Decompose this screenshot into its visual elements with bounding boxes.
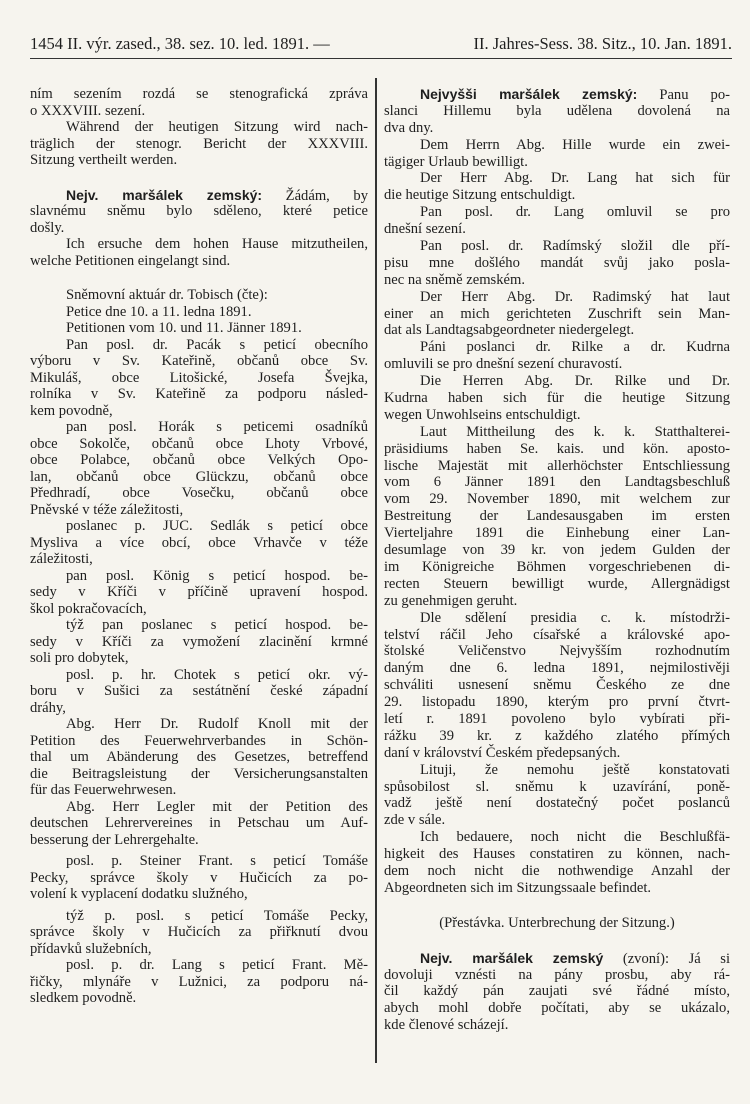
line-text: Bestreitung der Landesausgaben im ersten [384,508,730,525]
text-line [384,829,730,846]
text-line [30,683,368,700]
line-text: Dem Herrn Abg. Hille wurde ein zwei- [420,136,730,153]
line-text: einer an mich gerichteten Zuschrift sein Man- [384,305,730,322]
text-line [30,700,368,717]
line-text: tägiger Urlaub bewilligt. [384,153,528,170]
line-text: Pněvské v téže záležitosti, [30,501,184,518]
text-section [30,86,368,169]
line-text: Der Herr Abg. Dr. Radimský hat laut [420,288,730,305]
text-line [384,441,730,458]
text-line [30,203,368,220]
text-line [384,694,730,711]
line-text: daní v království Českém předepsaných. [384,744,621,761]
line-text: zde v sále. [384,812,446,829]
text-section [384,86,730,897]
line-text: desumlage von 39 kr. von jedem Gulden der [384,542,730,559]
text-line [384,1017,730,1034]
line-text: o XXXVIII. sezení. [30,102,146,119]
line-text: Abgeordneten sich im Sitzungssaale befindet. [384,879,652,896]
line-text: vadž ještě není dostatečný počet poslanců [384,795,730,812]
paragraph [384,289,730,340]
paragraph [30,716,368,799]
text-line [30,941,368,958]
text-line [30,551,368,568]
text-line [384,983,730,1000]
text-line [384,660,730,677]
text-line [30,568,368,585]
line-text: recten Steuern bewilligt wurde, Allergnädigst [384,575,730,592]
line-text: pan posl. Horák s peticemi osadníků [66,419,368,435]
text-line [30,974,368,991]
text-section [384,915,730,932]
text-line [30,253,368,270]
line-text: Kudrna haben sich für die heutige Sitzung [384,390,730,407]
line-text: deutschen Lehrervereines in Petschau um Auf- [30,815,368,831]
line-text: Ich bedauere, noch nicht die Beschlußfä- [420,829,730,846]
line-text: Der Herr Abg. Dr. Lang hat sich für [420,170,730,187]
line-text: Sněmovní aktuár dr. Tobisch (čte): [66,287,268,303]
line-text: posl. p. Steiner Frant. s peticí Tomáše [66,853,368,869]
speaker-name: Nejv. maršálek zemský [420,949,604,966]
line-text: soli pro dobytek, [30,650,129,666]
text-line [384,762,730,779]
line-text: Petitionen vom 10. und 11. Jänner 1891. [66,320,302,336]
paragraph [30,119,368,169]
line-text: Ich ersuche dem hohen Hause mitzutheilen, [66,236,368,252]
text-line [384,627,730,644]
line-text: výboru v Sv. Kateřině, občanů obce Sv. [30,353,368,369]
line-text: besserung der Lehrergehalte. [30,831,199,848]
paragraph [30,86,368,119]
header-czech: 1454 II. výr. zased., 38. sez. 10. led. 1891. — [30,34,330,53]
line-text: (Přestávka. Unterbrechung der Sitzung.) [439,914,675,931]
line-text: letí r. 1891 povoleno bylo vybírati při- [384,710,730,727]
line-text: omluvili se pro dnešní sezení churavostí. [384,356,623,373]
line-text: Pecky, správce školy v Hučicích za po- [30,869,368,886]
text-line [384,373,730,390]
line-text: die heutige Sitzung entschuldigt. [384,187,576,204]
text-line [384,779,730,796]
text-line [30,103,368,120]
text-line [384,86,730,103]
line-text: (zvoní): Já si [603,950,730,967]
line-text: došly. [30,219,65,236]
text-line [384,593,730,610]
text-line [30,403,368,420]
line-text: welche Petitionen eingelangt sind. [30,252,231,269]
line-text: Pan posl. dr. Pacák s peticí obecního [66,336,368,353]
line-text: sledkem povodně. [30,990,137,1006]
line-text: dva dny. [384,119,434,136]
text-line [384,103,730,120]
text-line [384,863,730,880]
line-text: träglich der stenogr. Bericht der XXXVIII. [30,135,368,152]
line-text: daným dne 6. ledna 1891, nejmilostivěji [384,660,730,677]
text-line [384,137,730,154]
text-line [30,152,368,169]
text-line [30,870,368,887]
line-text: Mikuláš, obce Litošické, Josefa Švejka, [30,369,368,386]
paragraph [384,170,730,204]
text-line [30,370,368,387]
text-line [30,634,368,651]
text-line [30,119,368,136]
line-text: vom 6 Jänner 1891 den Landtagsbeschluß [384,474,730,491]
text-line [384,390,730,407]
text-line [384,643,730,660]
text-line [384,610,730,627]
header-german: II. Jahres-Sess. 38. Sitz., 10. Jan. 1891. [473,34,732,53]
paragraph [30,853,368,903]
page-header [30,34,732,59]
text-line [30,924,368,941]
text-line [30,320,368,337]
text-line [30,187,368,204]
text-line [384,458,730,475]
text-line [30,452,368,469]
line-text: boru v Sušici za sestátnění české západní [30,683,368,699]
text-line [30,584,368,601]
text-line [384,508,730,525]
text-line [30,220,368,237]
text-line [384,339,730,356]
paragraph [30,320,368,337]
text-line [384,711,730,728]
line-text: die Beitragsleistung der Versicherungsanstalten [30,765,368,782]
text-line [30,716,368,733]
paragraph [384,238,730,289]
line-text: týž pan poslanec s peticí hospod. be- [66,617,368,633]
paragraph [30,568,368,618]
line-text: telství ráčil Jeho císařské a královské apo- [384,626,730,643]
line-text: posl. p. dr. Lang s peticí Frant. Mě- [66,957,368,973]
line-text: Petition des Feuerwehrverbandes in Schön- [30,732,368,749]
line-text: obce Sokolče, občanů obce Lhoty Vrbové, [30,435,368,452]
line-text: wegen Unwohlseins entschuldigt. [384,406,581,423]
text-section [30,287,368,1007]
text-line [30,136,368,153]
paragraph [30,957,368,1007]
text-line [384,322,730,339]
paragraph [384,950,730,1034]
line-text: zu genehmigen geruht. [384,592,518,609]
line-text: nec na sněmě zemském. [384,271,526,288]
line-text: kde členové scházejí. [384,1017,509,1034]
paragraph [30,236,368,269]
paragraph [384,137,730,171]
paragraph [30,337,368,420]
speaker-name: Nejv. maršálek zemský: [66,186,263,203]
line-text: Panu po- [637,87,730,103]
paragraph [384,915,730,932]
line-text: obce Polabce, občanů obce Velkých Opo- [30,452,368,468]
text-line [384,728,730,745]
line-text: posl. p. hr. Chotek s peticí okr. vý- [66,666,368,683]
text-line [30,287,368,304]
paragraph [30,287,368,304]
text-line [30,502,368,519]
text-line [30,419,368,436]
line-text: Mysliva a více obcí, obce Vrhavče v téže [30,534,368,551]
paragraph [384,86,730,137]
paragraph [30,667,368,717]
line-text: Abg. Herr Dr. Rudolf Knoll mit der [66,716,368,732]
text-line [384,238,730,255]
line-text: poslanec p. JUC. Sedlák s peticí obce [66,518,368,534]
left-column [30,86,368,1025]
line-text: Während der heutigen Sitzung wird nach- [66,119,368,135]
line-text: dnešní sezení. [384,221,466,238]
text-line [30,86,368,103]
text-line [384,491,730,508]
text-line [384,525,730,542]
text-line [384,204,730,221]
paragraph [30,419,368,518]
text-line [384,846,730,863]
line-text: Die Herren Abg. Dr. Rilke und Dr. [420,373,730,390]
text-line [384,880,730,897]
text-line [384,289,730,306]
line-text: im Königreiche Böhmen vorgeschriebenen di- [384,558,730,575]
line-text: kem povodně, [30,402,113,419]
text-line [30,667,368,684]
text-line [30,853,368,870]
line-text: Petice dne 10. a 11. ledna 1891. [66,303,252,320]
text-line [30,733,368,750]
line-text: lan, občanů obce Glückzu, občanů obce [30,468,368,485]
text-line [30,518,368,535]
text-line [384,356,730,373]
line-text: pisu mne došlého mandát svůj jako posla- [384,254,730,271]
line-text: dovoluji vznésti na pány prosbu, aby rá- [384,966,730,983]
paragraph [384,762,730,830]
text-line [30,990,368,1007]
line-text: Dle sdělení presidia c. k. místodrži- [420,609,730,626]
paragraph [384,610,730,762]
text-line [30,766,368,783]
line-text: sedy v Kříči v příčině upravení hospod. [30,584,368,600]
line-text: Pan posl. dr. Lang omluvil se pro [420,204,730,221]
text-line [384,915,730,932]
line-text: čil každý pán zaujati své řádné místo, [384,983,730,1000]
line-text: rolníka v Sv. Kateřině za podporu násled- [30,386,368,402]
line-text: dráhy, [30,699,66,716]
text-line [384,1000,730,1017]
text-line [30,908,368,925]
line-text: správce školy v Hučicích za přiřknutí dvou [30,924,368,940]
line-text: škol pokračovacích, [30,600,147,617]
text-line [30,601,368,618]
paragraph [384,339,730,373]
text-section [30,187,368,270]
paragraph [384,829,730,897]
speaker-name: Nejvyšši maršálek zemský: [420,86,638,102]
line-text: Předhradí, obce Vosečku, občanů obce [30,485,368,501]
line-text: Vierteljahre 1891 die Einhebung einer Lan- [384,525,730,542]
text-line [384,170,730,187]
text-line [30,650,368,667]
paragraph [30,187,368,237]
line-text: spůsobilost sl. sněmu k uzavírání, poně- [384,778,730,795]
line-text: Sitzung vertheilt werden. [30,152,178,168]
text-section [384,950,730,1034]
paragraph [384,373,730,424]
text-line [30,485,368,502]
text-line [30,386,368,403]
line-text: přídavků služebních, [30,940,152,957]
line-text: Žádám, by [262,187,368,204]
text-line [30,236,368,253]
line-text: Laut Mittheilung des k. k. Statthalterei- [420,423,730,440]
text-line [384,154,730,171]
line-text: dat als Landtagsabgeordneter niedergelegt. [384,322,635,339]
line-text: týž p. posl. s peticí Tomáše Pecky, [66,907,368,924]
text-line [384,812,730,829]
line-text: pan posl. König s peticí hospod. be- [66,567,368,584]
text-line [30,782,368,799]
text-line [384,677,730,694]
text-line [30,799,368,816]
line-text: slavnému sněmu bylo sděleno, které petice [30,203,368,219]
right-column [384,86,730,1052]
text-line [384,474,730,491]
line-text: ním sezením rozdá se stenografická zpráva [30,86,368,102]
text-line [30,832,368,849]
paragraph [384,204,730,238]
paragraph [30,799,368,849]
text-line [384,187,730,204]
line-text: Lituji, že nemohu ještě konstatovati [420,761,730,778]
text-line [30,337,368,354]
text-line [30,436,368,453]
column-divider [375,78,377,1063]
text-line [30,353,368,370]
text-line [384,745,730,762]
line-text: abych mohl dobře počítati, aby se ukázalo, [384,1000,730,1017]
text-line [384,221,730,238]
line-text: řičky, mlynáře v Lužnici, za podporu ná- [30,973,368,990]
text-line [30,617,368,634]
text-line [30,749,368,766]
text-line [30,815,368,832]
line-text: Pan posl. dr. Radímský složil dle pří- [420,238,730,255]
text-line [30,304,368,321]
text-line [30,886,368,903]
text-line [384,407,730,424]
line-text: záležitosti, [30,551,93,567]
text-line [384,542,730,559]
paragraph [30,518,368,568]
line-text: higkeit des Hauses constatiren zu können, nach- [384,846,730,863]
text-line [384,424,730,441]
text-line [30,535,368,552]
text-line [384,255,730,272]
line-text: sedy v Kříči za vymožení zlacinění krmné [30,633,368,650]
line-text: für das Feuerwehrwesen. [30,782,177,798]
text-line [384,950,730,967]
paragraph [30,617,368,667]
text-line [384,120,730,137]
line-text: vom 29. November 1890, mit welchem zur [384,491,730,508]
text-line [384,559,730,576]
line-text: schváliti usnesení sněmu Českého ze dne [384,677,730,694]
text-line [384,967,730,984]
line-text: Páni poslanci dr. Rilke a dr. Kudrna [420,339,730,356]
line-text: 29. listopadu 1890, kterým pro první čtvrt- [384,694,730,711]
text-line [384,576,730,593]
paragraph [30,304,368,321]
line-text: präsidiums haben Se. kais. und kön. aposto- [384,440,730,457]
paragraph [30,908,368,958]
text-line [384,306,730,323]
text-line [30,957,368,974]
text-line [30,469,368,486]
text-line [384,795,730,812]
line-text: dem noch nicht die nothwendige Anzahl der [384,862,730,879]
line-text: thal um Abänderung des Gesetzes, betreffend [30,749,368,765]
paragraph [384,424,730,610]
line-text: štolské Veličenstvo Nejvyšším rozhodnutím [384,643,730,660]
line-text: slanci Hillemu byla udělena dovolená na [384,102,730,119]
line-text: rážku 39 kr. z každého zlatého přímých [384,727,730,744]
line-text: lische Majestät mit allerhöchster Entschliessung [384,457,730,474]
line-text: volení k vyplacení dodatku služného, [30,886,248,902]
text-line [384,272,730,289]
line-text: Abg. Herr Legler mit der Petition des [66,798,368,815]
